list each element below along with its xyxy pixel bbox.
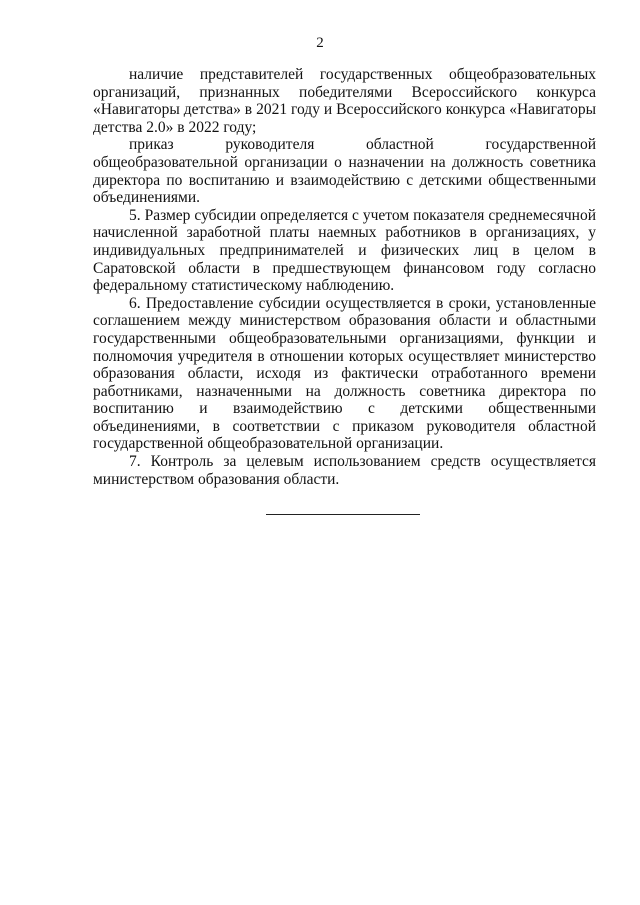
paragraph-representatives: наличие представителей государственных общеобразовательных организаций, признанных победителями Всероссийского конкурса «Навигаторы детства» в 2021 году и Всероссийского конкурса «Навигаторы детства 2.0» в 2022 году; bbox=[93, 66, 596, 136]
paragraph-subsidy-provision: 6. Предоставление субсидии осуществляется в сроки, установленные соглашением между министерством образования области и областными государственными общеобразовательными организациями, функции и полномочия учредителя в отношении которых осуществляет министерство образования области, исходя из фактически отработанного времени работниками, назначенными на должность советника директора по воспитанию и взаимодействию с детскими общественными объединениями, в соответствии с приказом руководителя областной государственной общеобразовательной организации. bbox=[93, 294, 596, 453]
document-body bbox=[93, 66, 596, 488]
end-separator-line bbox=[266, 514, 420, 515]
paragraph-control: 7. Контроль за целевым использованием средств осуществляется министерством образования области. bbox=[93, 453, 596, 488]
paragraph-appointment-order: приказ руководителя областной государственной общеобразовательной организации о назначении на должность советника директора по воспитанию и взаимодействию с детскими общественными объединениями. bbox=[93, 136, 596, 207]
page-number: 2 bbox=[316, 35, 324, 51]
paragraph-subsidy-amount: 5. Размер субсидии определяется с учетом показателя среднемесячной начисленной заработной платы наемных работников в организациях, у индивидуальных предпринимателей и физических лиц в целом в Саратовской области в предшествующем финансовом году согласно федеральному статистическому наблюдению. bbox=[93, 206, 596, 295]
